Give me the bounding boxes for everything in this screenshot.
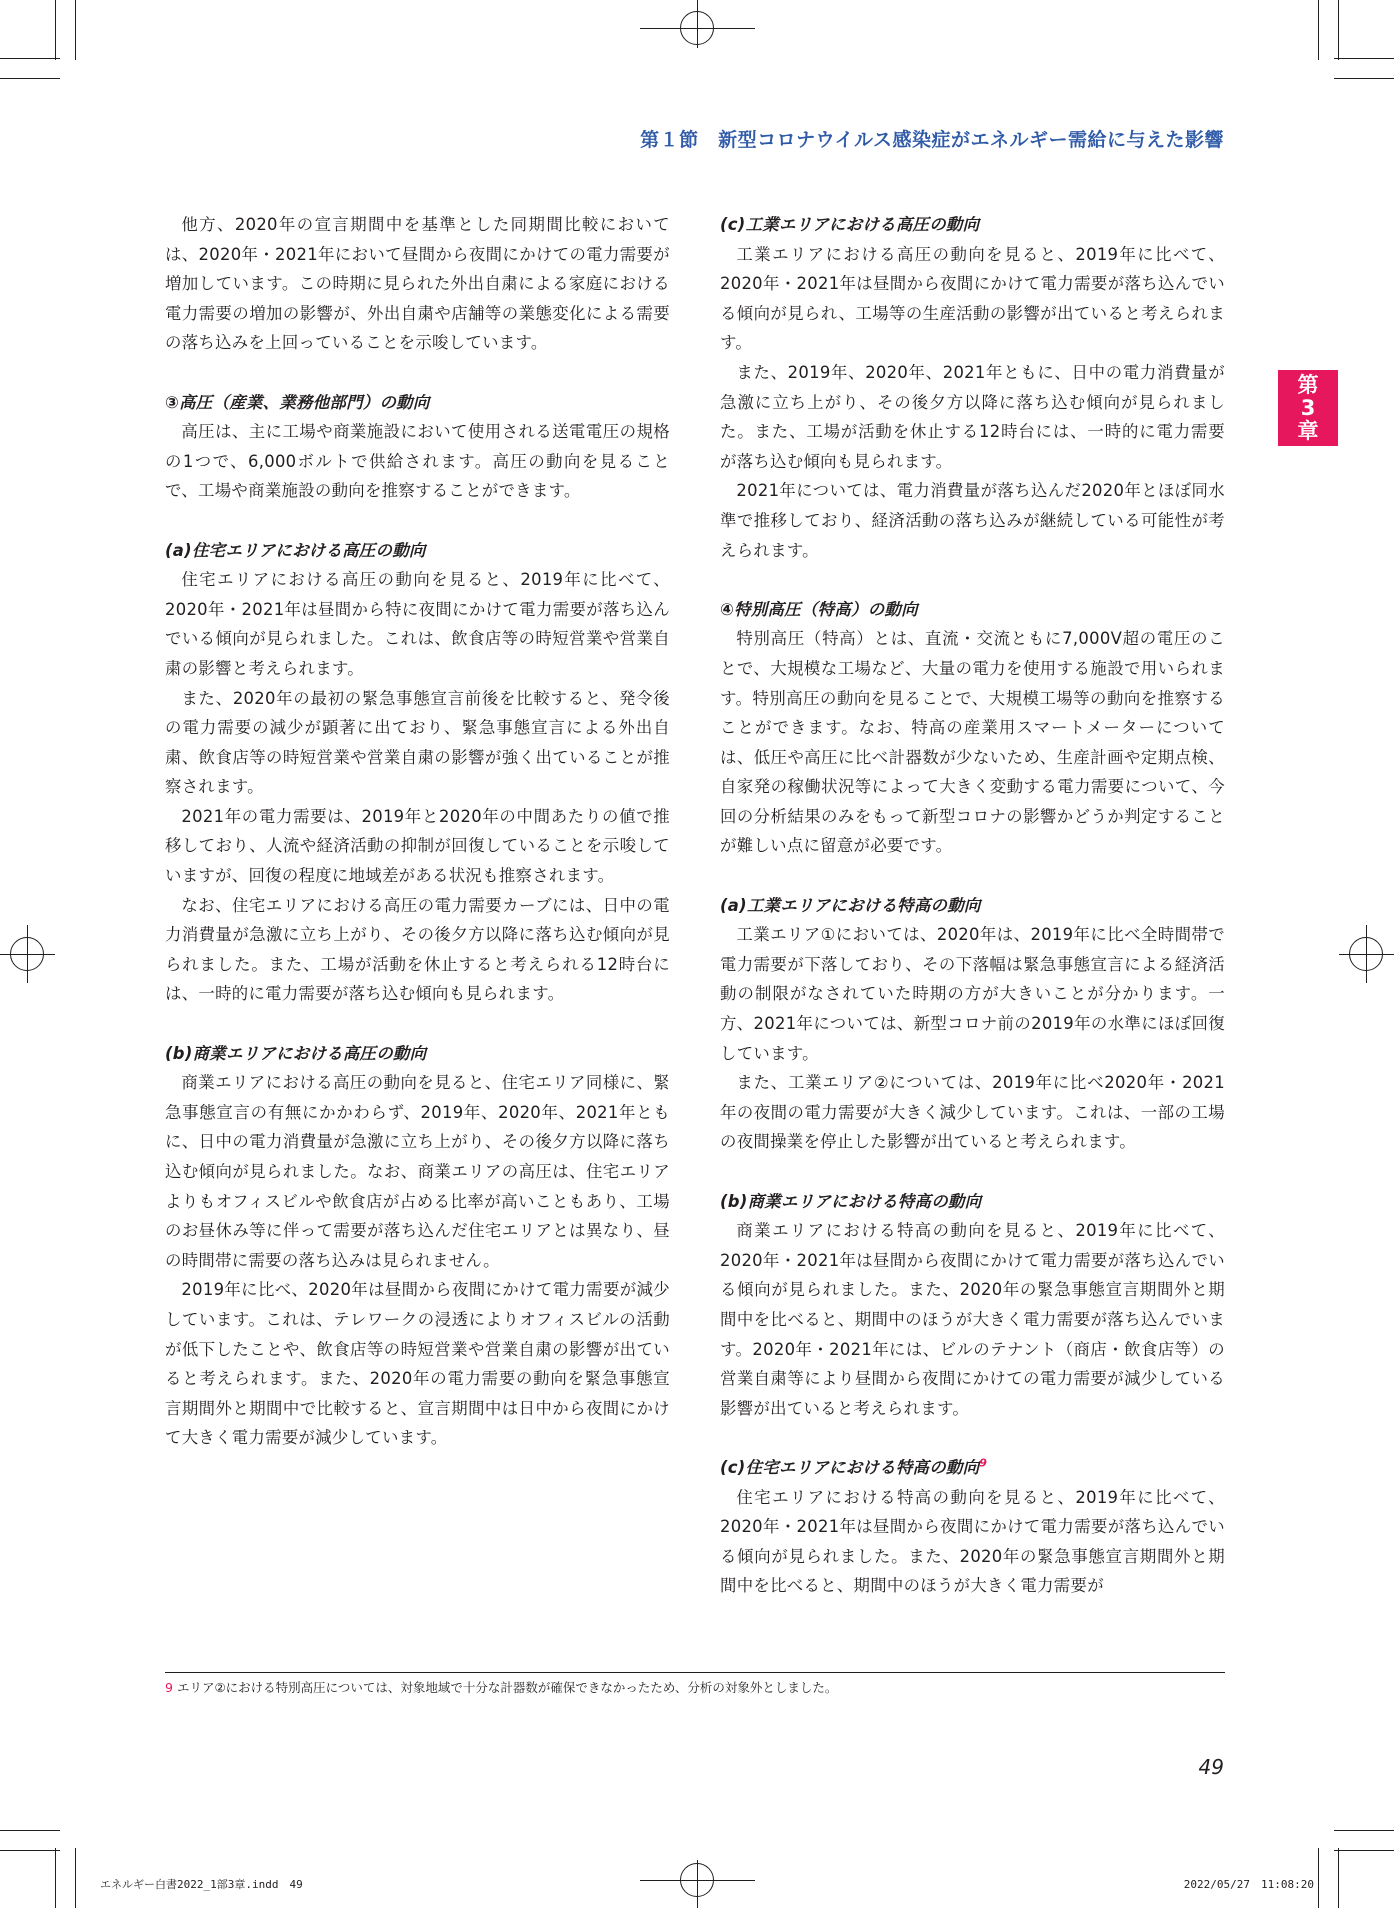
paragraph: また、2020年の最初の緊急事態宣言前後を比較すると、発令後の電力需要の減少が顕著に出ており、緊急事態宣言による外出自粛、飲食店等の時短営業や営業自粛の影響が強く出ていることが推察されます。	[165, 688, 670, 797]
paragraph: なお、住宅エリアにおける高圧の電力需要カーブには、日中の電力消費量が急激に立ち上がり、その後夕方以降に落ち込む傾向が見られました。また、工場が活動を休止すると考えられる12時台には、一時的に電力需要が落ち込む傾向も見られます。	[165, 895, 670, 1004]
footnote-number: 9	[165, 1680, 173, 1695]
heading-tokkou-industrial: (a)工業エリアにおける特高の動向	[720, 895, 981, 915]
heading-tokkou-residential	[720, 1453, 1225, 1483]
chapter-tab	[1278, 370, 1338, 446]
paragraph: 他方、2020年の宣言期間中を基準とした同期間比較においては、2020年・2021年において昼間から夜間にかけての電力需要が増加しています。この時期に見られた外出自粛による家庭における電力需要の増加の影響が、外出自粛や店舗等の業態変化による需要の落ち込みを上回っていることを示唆しています。	[165, 215, 670, 353]
paragraph: 住宅エリアにおける高圧の動向を見ると、2019年に比べて、2020年・2021年は昼間から特に夜間にかけて電力需要が落ち込んでいる傾向が見られました。これは、飲食店等の時短営業や営業自粛の影響と考えられます。	[165, 570, 670, 678]
heading-tokkou: ④特別高圧（特高）の動向	[720, 599, 918, 619]
chapter-tab-line3: 章	[1297, 418, 1319, 443]
heading-tokkou-commercial: (b)商業エリアにおける特高の動向	[720, 1191, 982, 1211]
section-header-title: 第１節 新型コロナウイルス感染症がエネルギー需給に与えた影響	[640, 129, 1224, 151]
paragraph: 高圧は、主に工場や商業施設において使用される送電電圧の規格の1つで、6,000ボルトで供給されます。高圧の動向を見ることで、工場や商業施設の動向を推察することができます。	[165, 422, 670, 501]
footnote	[165, 1678, 837, 1698]
paragraph: 商業エリアにおける高圧の動向を見ると、住宅エリア同様に、緊急事態宣言の有無にかかわらず、2019年、2020年、2021年ともに、日中の電力消費量が急激に立ち上がり、その後夕方以降に落ち込む傾向が見られました。なお、商業エリアの高圧は、住宅エリアよりもオフィスビルや飲食店が占める比率が高いこともあり、工場のお昼休み等に伴って需要が落ち込んだ住宅エリアとは異なり、昼の時間帯に需要の落ち込みは見られません。	[165, 1073, 670, 1270]
page-number: 49	[1198, 1755, 1224, 1779]
heading-text: (c)住宅エリアにおける特高の動向	[720, 1457, 980, 1477]
heading-kouatsu-residential: (a)住宅エリアにおける高圧の動向	[165, 540, 426, 560]
paragraph: 2021年については、電力消費量が落ち込んだ2020年とほぼ同水準で推移しており、経済活動の落ち込みが継続している可能性が考えられます。	[720, 481, 1225, 560]
left-column	[165, 210, 670, 1453]
right-column	[720, 210, 1225, 1601]
paragraph: 2019年に比べ、2020年は昼間から夜間にかけて電力需要が減少しています。これは、テレワークの浸透によりオフィスビルの活動が低下したことや、飲食店等の時短営業や営業自粛の影響が出ていると考えられます。また、2020年の電力需要の動向を緊急事態宣言期間外と期間中で比較すると、宣言期間中は日中から夜間にかけて大きく電力需要が減少しています。	[165, 1280, 670, 1448]
paragraph: 工業エリアにおける高圧の動向を見ると、2019年に比べて、2020年・2021年は昼間から夜間にかけて電力需要が落ち込んでいる傾向が見られ、工場等の生産活動の影響が出ていると考えられます。	[720, 244, 1225, 353]
paragraph: 商業エリアにおける特高の動向を見ると、2019年に比べて、2020年・2021年は昼間から夜間にかけて電力需要が落ち込んでいる傾向が見られました。また、2020年の緊急事態宣言期間外と期間中を比べると、期間中のほうが大きく電力需要が落ち込んでいます。2020年・2021年には、ビルのテナント（商店・飲食店等）の営業自粛等により昼間から夜間にかけての電力需要が減少している影響が出ていると考えられます。	[720, 1221, 1225, 1418]
heading-kouatsu-commercial: (b)商業エリアにおける高圧の動向	[165, 1043, 427, 1063]
paragraph: また、工業エリア②については、2019年に比べ2020年・2021年の夜間の電力需要が大きく減少しています。これは、一部の工場の夜間操業を停止した影響が出ていると考えられます。	[720, 1073, 1225, 1152]
print-slug-file: エネルギー白書2022_1部3章.indd 49	[100, 1878, 303, 1891]
print-slug-timestamp: 2022/05/27 11:08:20	[1183, 1878, 1314, 1891]
paragraph: 工業エリア①においては、2020年は、2019年に比べ全時間帯で電力需要が下落しており、その下落幅は緊急事態宣言による経済活動の制限がなされていた時期の方が大きいことが分かります。一方、2021年については、新型コロナ前の2019年の水準にほぼ回復しています。	[720, 925, 1225, 1063]
paragraph: 特別高圧（特高）とは、直流・交流ともに7,000V超の電圧のことで、大規模な工場など、大量の電力を使用する施設で用いられます。特別高圧の動向を見ることで、大規模工場等の動向を推察することができます。なお、特高の産業用スマートメーターについては、低圧や高圧に比べ計器数が少ないため、生産計画や定期点検、自家発の稼働状況等によって大きく変動する電力需要について、今回の分析結果のみをもって新型コロナの影響かどうか判定することが難しい点に留意が必要です。	[720, 629, 1225, 856]
paragraph: 住宅エリアにおける特高の動向を見ると、2019年に比べて、2020年・2021年は昼間から夜間にかけて電力需要が落ち込んでいる傾向が見られました。また、2020年の緊急事態宣言期間外と期間中を比べると、期間中のほうが大きく電力需要が	[720, 1487, 1225, 1596]
paragraph: また、2019年、2020年、2021年ともに、日中の電力消費量が急激に立ち上がり、その後夕方以降に落ち込む傾向が見られました。また、工場が活動を休止する12時台には、一時的に電力需要が落ち込む傾向も見られます。	[720, 362, 1225, 471]
footnote-reference[interactable]: 9	[979, 1456, 988, 1470]
footnote-text: エリア②における特別高圧については、対象地域で十分な計器数が確保できなかったため、分析の対象外としました。	[176, 1680, 838, 1695]
heading-kouatsu-industrial: (c)工業エリアにおける高圧の動向	[720, 215, 980, 234]
heading-kouatsu: ③高圧（産業、業務他部門）の動向	[165, 392, 430, 412]
chapter-tab-line2: 3	[1300, 395, 1316, 420]
paragraph: 2021年の電力需要は、2019年と2020年の中間あたりの値で推移しており、人流や経済活動の抑制が回復していることを示唆していますが、回復の程度に地域差がある状況も推察されます。	[165, 806, 670, 886]
chapter-tab-line1: 第	[1297, 372, 1319, 397]
footnote-divider	[165, 1672, 1225, 1673]
